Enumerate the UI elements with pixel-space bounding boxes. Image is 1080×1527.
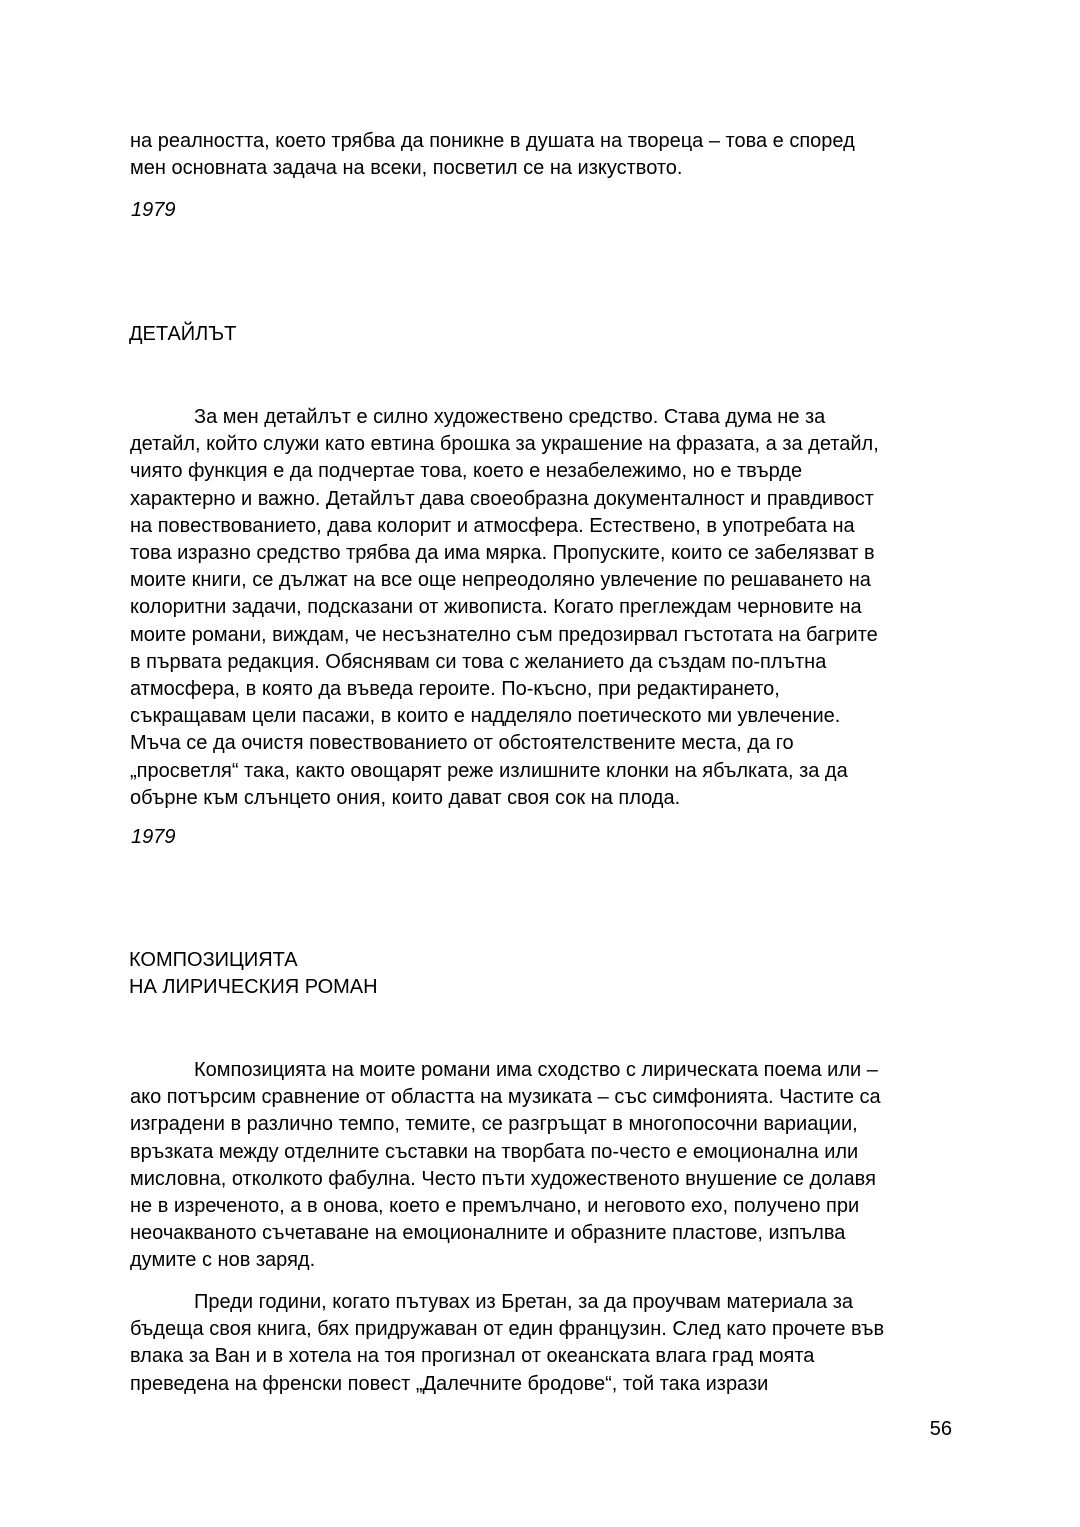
detail-year: 1979 — [131, 826, 176, 848]
section-title-detail: ДЕТАЙЛЪТ — [129, 323, 237, 345]
detail-paragraph: За мен детайлът е силно художествено средство. Става дума не за детайл, който служи като евтина брошка за украшение на фразата, а за детайл, чиято функция е да подчертае това, което е незабележимо, но е твърде характерно и важно. Детайлът дава своеобразна документалност и правдивост на повествованието, дава колорит и атмосфера. Естествено, в употребата на това изразно средство трябва да има мярка. Пропуските, които се забелязват в моите книги, се дължат на все още непреодоляно увлечение по решаването на колоритни задачи, подсказани от живописта. Когато преглеждам черновите на моите романи, виждам, че несъзнателно съм предозирвал гъстотата на багрите в първата редакция. Обяснявам си това с желанието да създам по-плътна атмосфера, в която да въведа героите. По-късно, при редактирането, съкращавам цели пасажи, в които е надделяло поетическото ми увлечение. Мъча се да очистя повествованието от обстоятелствените места, да го „просветля“ така, както овощарят реже излишните клонки на ябълката, за да обърне към слънцето ония, които дават своя сок на плода. — [130, 406, 879, 809]
page-number: 56 — [929, 1418, 952, 1440]
opening-paragraph: на реалността, което трябва да поникне в душата на твореца – това е според мен основната задача на всеки, посветил се на изкуството. — [130, 130, 855, 180]
composition-paragraph-1: Композицията на моите романи има сходство с лирическата поема или – ако потърсим сравнение от областта на музиката – със симфонията. Частите са изградени в различно темпо, темите, се разгръщат в многопосочни вариации, връзката между отделните съставки на творбата по-често е емоционална или мисловна, отколкото фабулна. Често пъти художественото внушение се долавя не в изреченото, а в онова, което е премълчано, и неговото ехо, получено при неочакваното съчетаване на емоционалните и образните пластове, изпълва думите с нов заряд. — [130, 1059, 881, 1272]
opening-year: 1979 — [131, 199, 176, 221]
section-title-composition: КОМПОЗИЦИЯТА НА ЛИРИЧЕСКИЯ РОМАН — [129, 949, 378, 999]
composition-paragraph-2: Преди години, когато пътувах из Бретан, за да проучвам материала за бъдеща своя книга, бях придружаван от един французин. След като прочете във влака за Ван и в хотела на тоя прогизнал от океанската влага град моята преведена на френски повест „Далечните бродове“, той така изрази — [130, 1291, 885, 1395]
